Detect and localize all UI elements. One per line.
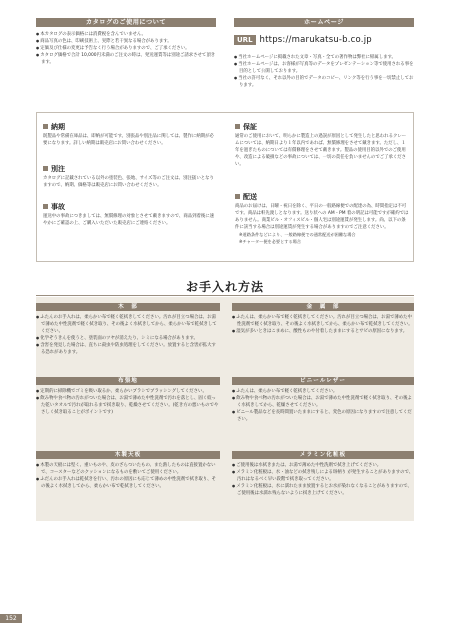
- care-panel: [36, 297, 414, 521]
- list-item: ● 本カタログの表示価格には消費税を含んでいません。: [36, 31, 216, 38]
- care-metal-section: [232, 303, 414, 335]
- list-item: ● メラミン化粧板は、水・油などの拭き残しによる斑柄り が発生することがありますので、汚れはなるべく早い段階で拭き取ってください。: [232, 469, 414, 483]
- delivery-time-text: 既製品や常備在庫品は、即納が可能です。別張品や別注品に関しては、製作に納期が必要になります。詳しい納期は販売店にお問い合わせください。: [43, 134, 214, 146]
- shipping-block: [235, 193, 409, 245]
- care-fabric-list: [36, 388, 220, 416]
- list-item: ● 飲み物や食べ物の汚れがついた場合は、お湯で薄めた中性洗剤で汚れを落とし、固く絞った乾いタオルで汚れが取れるまで拭き取り、乾燥させてください。(乾き方の悪いものでやさしく拭き取ることがポイントです): [36, 395, 220, 416]
- shipping-note: ※チャーター便を必要とする場合: [239, 238, 302, 244]
- list-item: ● 当社ホームページに掲載された文章・写真・全ての著作物は弊社に帰属します。: [234, 54, 414, 61]
- care-fabric-header: 布張地: [36, 377, 220, 385]
- url-badge: URL: [234, 35, 256, 45]
- care-wood-section: [36, 303, 220, 356]
- info-left-column: [43, 123, 217, 227]
- square-icon: [43, 166, 48, 171]
- care-wood-list: [36, 314, 220, 356]
- care-melamine-section: [232, 451, 414, 497]
- list-item: ● 当社ホームページは、お客様が写真等のデータをプレゼンテーション等で使用される事を目的として公開しております。: [234, 61, 414, 75]
- custom-order-title: 別注: [51, 165, 65, 173]
- list-item: ● ご使用後は水拭きまたは、お湯で薄めた中性洗剤で拭き上げてください。: [232, 462, 414, 469]
- list-item: ● メラミン化粧板は、水に濡れたまま放置するとお水が染れなくなることがありますので、ご使用後は水濡れ残らないように拭き上げてください。: [232, 483, 414, 497]
- square-icon: [43, 204, 48, 209]
- accident-block: [43, 203, 217, 227]
- list-item: ● 湿気が多いときはこまめに、酸性ものや付着したままにするとサビの原因になります。: [232, 328, 414, 335]
- care-melamine-list: [232, 462, 414, 497]
- list-item: ● ふたんは、柔らかい布で軽く乾拭きしてください。汚れが目立つ場合は、お湯で薄めた中性洗剤で軽く拭き取り、その後よく水拭きしてから、柔らかい布で乾拭きしてください。: [232, 314, 414, 328]
- care-metal-header: 金 属 部: [232, 303, 414, 311]
- catalog-usage-list: [36, 31, 216, 66]
- custom-order-text: カタログに記載されている以外の塗装色、張地、サイズ等のご注文は、別注扱いとなりますので、納期、価格等は販売店にお問い合わせください。: [43, 176, 214, 188]
- list-item: ● ふだんのお手入れは乾拭きを行い、汚れの原因にも応じて薄めの中性洗剤で拭き取り、その後よく水拭きしてから、柔らかい布で乾拭きしてください。: [36, 476, 220, 490]
- list-item: ● 飲み物や食べ物の汚れがついた場合は、お湯で薄めた中性洗剤で軽く拭き取り、その後よく水拭きしてから、乾燥させてください。: [232, 395, 414, 409]
- list-item: ● 含害を発見した場合は、直ちに殺虫や防虫処理をしてください。放置すると含害が拡大する恐れがあります。: [36, 342, 220, 356]
- list-item: ● 定価及び仕様の変更は予告なく行う場合がありますので、ご了承ください。: [36, 45, 216, 52]
- info-box: [36, 112, 414, 262]
- square-icon: [235, 194, 240, 199]
- warranty-block: [235, 123, 409, 185]
- list-item: ● 木製の天板には堅く、重いものや、皮のざらついたもの、また熱したものは直接置かないで、コースターなどのクッションになるものを敷いてご使用ください。: [36, 462, 220, 476]
- shipping-text: 商品のお届けは、日曜・祝日を除く、平日の一般路線便での配達の為、時間指定は不可です。商品は軒先渡しとなります。送り状への AM・PM 着の明記は可能ですが確約ではありません。商業ビル・オフィスビル・個人宅は別途運賃が発生します。尚、以下の条件に該当する場合は別途運賃が発生する場合がありますのでご注意ください。: [235, 204, 409, 230]
- list-item: ● カタログ価格で合計 10,000円未満のご注文の時は、発送運賃等は別途ご請求させて頂きます。: [36, 52, 216, 66]
- care-wood-top-section: [36, 451, 220, 490]
- info-right-column: [235, 123, 409, 245]
- care-melamine-header: メラミン化粧板: [232, 451, 414, 459]
- page-number: 152: [0, 614, 22, 623]
- url-row: [234, 34, 414, 46]
- care-wood-header: 木 部: [36, 303, 220, 311]
- list-item: ● 化学ぞうきんを使うと、塗装面のツヤが消えたり、シミになる場合があります。: [36, 335, 220, 342]
- warranty-text: 通常のご使用において、明らかに製造上の過誤が原因として発生したと思われるクレームについては、納期日より１年以内であれば、無償修理をさせて戴きます。ただし、１年を過ぎたものについては有償修理をさせて戴きます。製品の使用目的以外でのご使用や、改造による破損などの事故については、一切の責任を負いませんのでご了承ください。: [235, 134, 407, 167]
- catalog-usage-header: カタログのご使用について: [36, 18, 216, 27]
- homepage-list: [234, 54, 414, 89]
- homepage-header: ホームページ: [234, 18, 414, 27]
- care-title: お手入れ方法: [185, 280, 264, 294]
- list-item: ● ふたんは、柔らかい布で軽く乾拭きしてください。: [232, 388, 414, 395]
- list-item: ● ビニール製品などを長時間置いたままにすると、変色の原因になりますので注意してください。: [232, 409, 414, 423]
- care-wood-top-header: 木製天板: [36, 451, 220, 459]
- care-title-divider: [36, 295, 414, 296]
- shipping-title: 配送: [243, 193, 257, 201]
- custom-order-block: [43, 165, 217, 201]
- delivery-time-block: [43, 123, 217, 163]
- care-metal-list: [232, 314, 414, 335]
- care-wood-top-list: [36, 462, 220, 490]
- care-vinyl-header: ビニールレザー: [232, 377, 414, 385]
- care-vinyl-list: [232, 388, 414, 423]
- homepage-section: [234, 18, 414, 89]
- catalog-usage-section: [36, 18, 216, 66]
- warranty-title: 保証: [243, 123, 257, 131]
- square-icon: [235, 124, 240, 129]
- list-item: ● 当社の許可なく、それ以外の目的でデータのコピー、リンク等を行う事を一切禁止しております。: [234, 75, 414, 89]
- list-item: ● 商品写真の色は、印刷技術上、実際と若干異なる場合があります。: [36, 38, 216, 45]
- square-icon: [43, 124, 48, 129]
- shipping-note: ※道路条件などにより、一般路線便での通常配送が困難な場合: [239, 232, 356, 237]
- care-fabric-section: [36, 377, 220, 416]
- list-item: ● 定期的に掃除機でゴミを吸い取るか、柔らかいブラシでブラッシングしてください。: [36, 388, 220, 395]
- care-vinyl-section: [232, 377, 414, 423]
- accident-title: 事故: [51, 203, 65, 211]
- delivery-time-title: 納期: [51, 123, 65, 131]
- accident-text: 運送中の事故につきましては、無償修理の対象とさせて戴きますので、商品到着後に速やかにご確認の上、ご購入いただいた販売店にご連絡ください。: [43, 214, 215, 226]
- list-item: ● ふたんのお手入れは、柔らかい布で軽く乾拭きしてください。汚れが目立つ場合は、お湯で薄めた中性洗剤で軽く拭き取り、その後よく水拭きしてから、柔らかい布で乾拭きしてください。: [36, 314, 220, 335]
- homepage-url-link[interactable]: https://marukatsu-b.co.jp: [259, 35, 372, 45]
